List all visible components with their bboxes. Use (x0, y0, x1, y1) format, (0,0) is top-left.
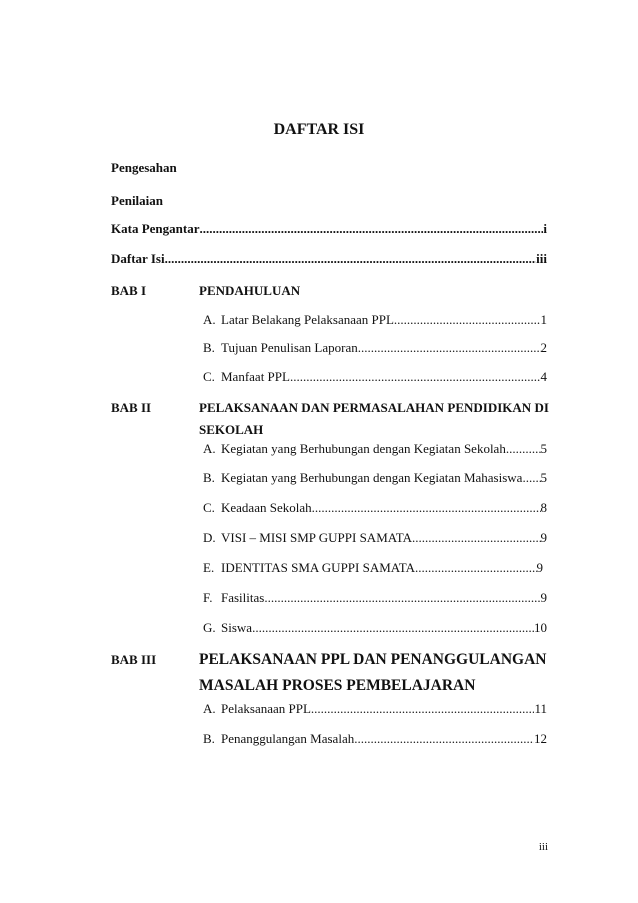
leader-dots (264, 590, 540, 606)
leader-dots (415, 560, 536, 576)
toc-entry-label: Latar Belakang Pelaksanaan PPL (221, 312, 394, 327)
leader-dots (290, 369, 541, 385)
toc-entry-label: IDENTITAS SMA GUPPI SAMATA (221, 560, 416, 575)
toc-entry-label: VISI – MISI SMP GUPPI SAMATA (221, 530, 412, 545)
toc-entry-penilaian (111, 193, 163, 209)
toc-page-number: 1 (540, 312, 547, 327)
chapter-number: BAB III (111, 652, 157, 667)
leader-dots (311, 701, 535, 717)
leader-dots (165, 251, 537, 267)
toc-entry-kata-pengantar (111, 221, 547, 237)
item-letter: C. (203, 500, 215, 515)
toc-entry (203, 441, 547, 457)
toc-entry-label: Tujuan Penulisan Laporan (221, 340, 358, 355)
toc-entry (203, 701, 547, 717)
chapter-title-continued: SEKOLAH (199, 422, 264, 437)
leader-dots (199, 221, 543, 237)
leader-dots (354, 731, 534, 747)
item-letter: B. (203, 470, 215, 485)
toc-entry-label: Pelaksanaan PPL (221, 701, 311, 716)
toc-page-number: 10 (534, 620, 547, 635)
toc-entry-label: Kata Pengantar (111, 221, 200, 236)
toc-entry-label: Kegiatan yang Berhubungan dengan Kegiatan Sekolah (221, 441, 506, 456)
chapter-title: PELAKSANAAN DAN PERMASALAHAN PENDIDIKAN DI (199, 400, 549, 415)
toc-entry (203, 470, 547, 486)
toc-entry-label: Daftar Isi (111, 251, 165, 266)
chapter-title-continued: MASALAH PROSES PEMBELAJARAN (199, 677, 476, 694)
chapter-title: PENDAHULUAN (199, 283, 301, 298)
toc-entry-label: Manfaat PPL (221, 369, 290, 384)
toc-entry-pengesahan (111, 160, 177, 176)
toc-entry-label: Penilaian (111, 193, 164, 208)
toc-entry-label: Siswa (221, 620, 253, 635)
item-letter: G. (203, 620, 216, 635)
item-letter: C. (203, 369, 215, 384)
item-letter: F. (203, 590, 213, 605)
toc-entry-label: Fasilitas (221, 590, 265, 605)
leader-dots (394, 312, 541, 328)
toc-page-number: 12 (534, 731, 547, 746)
toc-page-number: 11 (534, 701, 547, 716)
item-letter: A. (203, 441, 216, 456)
toc-entry (203, 369, 547, 385)
toc-entry-label: Keadaan Sekolah (221, 500, 312, 515)
toc-page-number: 9 (536, 560, 543, 575)
leader-dots (312, 500, 541, 516)
toc-entry (203, 500, 547, 516)
item-letter: B. (203, 340, 215, 355)
toc-entry (203, 620, 547, 636)
toc-entry (203, 731, 547, 747)
toc-entry (203, 530, 547, 546)
toc-page-number: 9 (540, 590, 547, 605)
leader-dots (522, 470, 540, 486)
toc-page-number: i (543, 221, 547, 236)
toc-entry (203, 340, 547, 356)
item-letter: B. (203, 731, 215, 746)
toc-page-number: 9 (540, 530, 547, 545)
toc-entry-daftar-isi (111, 251, 547, 267)
toc-entry-label: Kegiatan yang Berhubungan dengan Kegiatan Mahasiswa (221, 470, 523, 485)
leader-dots (358, 340, 541, 356)
toc-page-number: 8 (540, 500, 547, 515)
item-letter: D. (203, 530, 216, 545)
page-title: DAFTAR ISI (273, 121, 365, 138)
toc-entry (203, 312, 547, 328)
toc-page-number: 4 (540, 369, 547, 384)
chapter-number: BAB I (111, 283, 147, 298)
item-letter: A. (203, 701, 216, 716)
toc-page-number: 2 (540, 340, 547, 355)
leader-dots (412, 530, 541, 546)
footer-page-number: iii (538, 841, 548, 853)
toc-page-number: iii (536, 251, 547, 266)
toc-page-number: 5 (540, 441, 547, 456)
chapter-title: PELAKSANAAN PPL DAN PENANGGULANGAN (199, 651, 547, 668)
item-letter: A. (203, 312, 216, 327)
toc-entry-label: Penanggulangan Masalah (221, 731, 355, 746)
leader-dots (252, 620, 534, 636)
toc-entry (203, 590, 547, 606)
item-letter: E. (203, 560, 215, 575)
leader-dots (506, 441, 541, 457)
toc-page-number: 5 (540, 470, 547, 485)
toc-entry-label: Pengesahan (111, 160, 177, 175)
toc-entry (203, 560, 543, 576)
chapter-number: BAB II (111, 400, 152, 415)
